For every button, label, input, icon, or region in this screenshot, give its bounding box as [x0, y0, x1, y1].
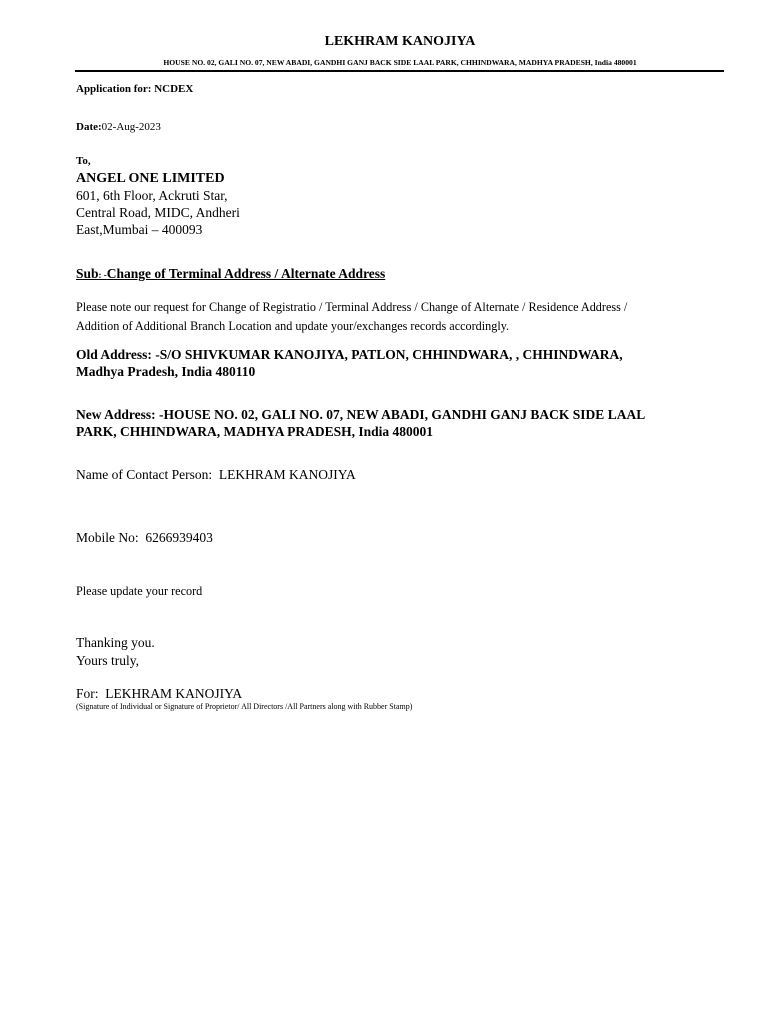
- date-line: [76, 121, 161, 133]
- signature-note: (Signature of Individual or Signature of Proprietor/ All Directors /All Partners along with Rubber Stamp): [76, 702, 413, 711]
- letterhead-address: HOUSE NO. 02, GALI NO. 07, NEW ABADI, GANDHI GANJ BACK SIDE LAAL PARK, CHHINDWARA, MADHYA PRADESH, India 480001: [163, 58, 637, 67]
- date-value: 02-Aug-2023: [101, 121, 161, 133]
- application-label: Application for: NCDEX: [76, 83, 194, 95]
- new-address-line2: PARK, CHHINDWARA, MADHYA PRADESH, India 480001: [76, 424, 434, 439]
- for-name: LEKHRAM KANOJIYA: [105, 686, 243, 701]
- subject-separator: : -: [98, 270, 107, 280]
- recipient-company: ANGEL ONE LIMITED: [76, 171, 225, 186]
- recipient-address-line1: 601, 6th Floor, Ackruti Star,: [76, 188, 228, 203]
- update-request: Please update your record: [76, 584, 203, 598]
- body-line1: Please note our request for Change of Registratio / Terminal Address / Change of Alternate / Residence Address /: [76, 300, 628, 314]
- contact-value: LEKHRAM KANOJIYA: [218, 467, 356, 482]
- mobile-label: Mobile No:: [76, 530, 139, 545]
- recipient-to: To,: [76, 155, 91, 167]
- letterhead-divider: [75, 70, 724, 72]
- closing-thanks: Thanking you.: [76, 635, 155, 650]
- subject-line: [76, 266, 385, 282]
- date-label: Date:: [76, 121, 102, 133]
- contact-label: Name of Contact Person:: [76, 467, 213, 482]
- old-address-line2: Madhya Pradesh, India 480110: [76, 364, 256, 379]
- mobile-value: 6266939403: [145, 530, 213, 545]
- recipient-address-line3: East,Mumbai – 400093: [76, 222, 203, 237]
- old-address-line1: Old Address: -S/O SHIVKUMAR KANOJIYA, PATLON, CHHINDWARA, , CHHINDWARA,: [76, 347, 623, 362]
- closing-regards: Yours truly,: [76, 653, 140, 668]
- for-line: [76, 686, 242, 702]
- new-address-line1: New Address: -HOUSE NO. 02, GALI NO. 07, NEW ABADI, GANDHI GANJ BACK SIDE LAAL: [76, 407, 646, 422]
- subject-prefix: Sub: [76, 266, 99, 281]
- subject-text: Change of Terminal Address / Alternate Address: [106, 266, 386, 281]
- mobile-number: [76, 530, 213, 546]
- contact-person: [76, 467, 356, 483]
- body-line2: Addition of Additional Branch Location and update your/exchanges records accordingly.: [76, 319, 510, 333]
- for-label: For:: [76, 686, 99, 701]
- recipient-address-line2: Central Road, MIDC, Andheri: [76, 205, 240, 220]
- letterhead-name: LEKHRAM KANOJIYA: [324, 34, 476, 49]
